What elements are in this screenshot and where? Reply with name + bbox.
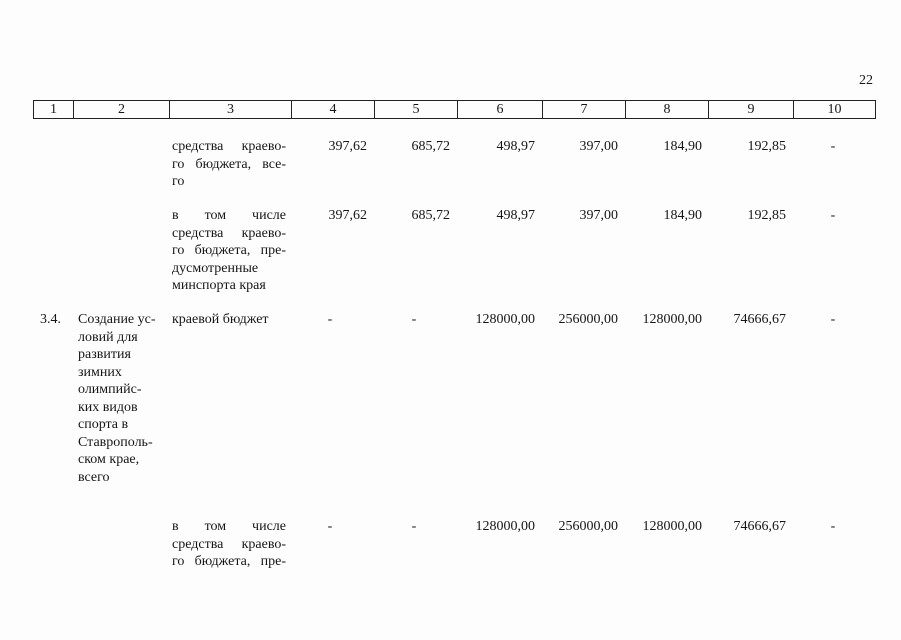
header-col-3: 3 (227, 102, 234, 117)
header-col-10: 10 (827, 102, 842, 117)
value-col-4: - (327, 519, 333, 534)
value-col-4: 397,62 (328, 208, 367, 223)
value-col-7: 397,00 (579, 208, 618, 223)
value-col-8: 184,90 (663, 208, 702, 223)
value-col-7: 397,00 (579, 139, 618, 154)
value-col-5: 685,72 (411, 208, 450, 223)
header-col-9: 9 (747, 102, 755, 117)
header-col-5: 5 (412, 102, 420, 117)
value-col-8: 128000,00 (642, 519, 702, 534)
value-col-8: 128000,00 (642, 312, 702, 327)
value-col-8: 184,90 (663, 139, 702, 154)
value-col-5: - (411, 312, 417, 327)
row-number: 3.4. (40, 312, 61, 327)
row-description: в том числе средства краево- го бюджета, пре- дусмотренные минспорта края (172, 208, 286, 293)
value-col-5: - (411, 519, 417, 534)
row-description: средства краево- го бюджета, все- го (172, 139, 286, 189)
header-col-7: 7 (580, 102, 588, 117)
row-description: в том числе средства краево- го бюджета, пре- (172, 519, 286, 569)
header-col-1: 1 (50, 102, 57, 117)
row-title: Создание ус- ловий для развития зимних олимпийс- ких видов спорта в Ставрополь- ском крае, всего (78, 312, 156, 485)
table-header (33, 100, 876, 119)
value-col-7: 256000,00 (558, 519, 618, 534)
value-col-9: 74666,67 (733, 519, 786, 534)
value-col-6: 128000,00 (475, 312, 535, 327)
page-number: 22 (859, 73, 873, 88)
value-col-6: 498,97 (496, 208, 535, 223)
value-col-10: - (830, 139, 836, 154)
value-col-9: 74666,67 (733, 312, 786, 327)
header-col-8: 8 (663, 102, 671, 117)
row-description: краевой бюджет (172, 312, 269, 327)
value-col-6: 498,97 (496, 139, 535, 154)
value-col-4: 397,62 (328, 139, 367, 154)
header-col-2: 2 (118, 102, 125, 117)
value-col-5: 685,72 (411, 139, 450, 154)
value-col-10: - (830, 312, 836, 327)
header-col-6: 6 (496, 102, 504, 117)
value-col-9: 192,85 (747, 208, 786, 223)
value-col-10: - (830, 208, 836, 223)
value-col-6: 128000,00 (475, 519, 535, 534)
value-col-4: - (327, 312, 333, 327)
value-col-10: - (830, 519, 836, 534)
value-col-9: 192,85 (747, 139, 786, 154)
header-col-4: 4 (329, 102, 337, 117)
value-col-7: 256000,00 (558, 312, 618, 327)
